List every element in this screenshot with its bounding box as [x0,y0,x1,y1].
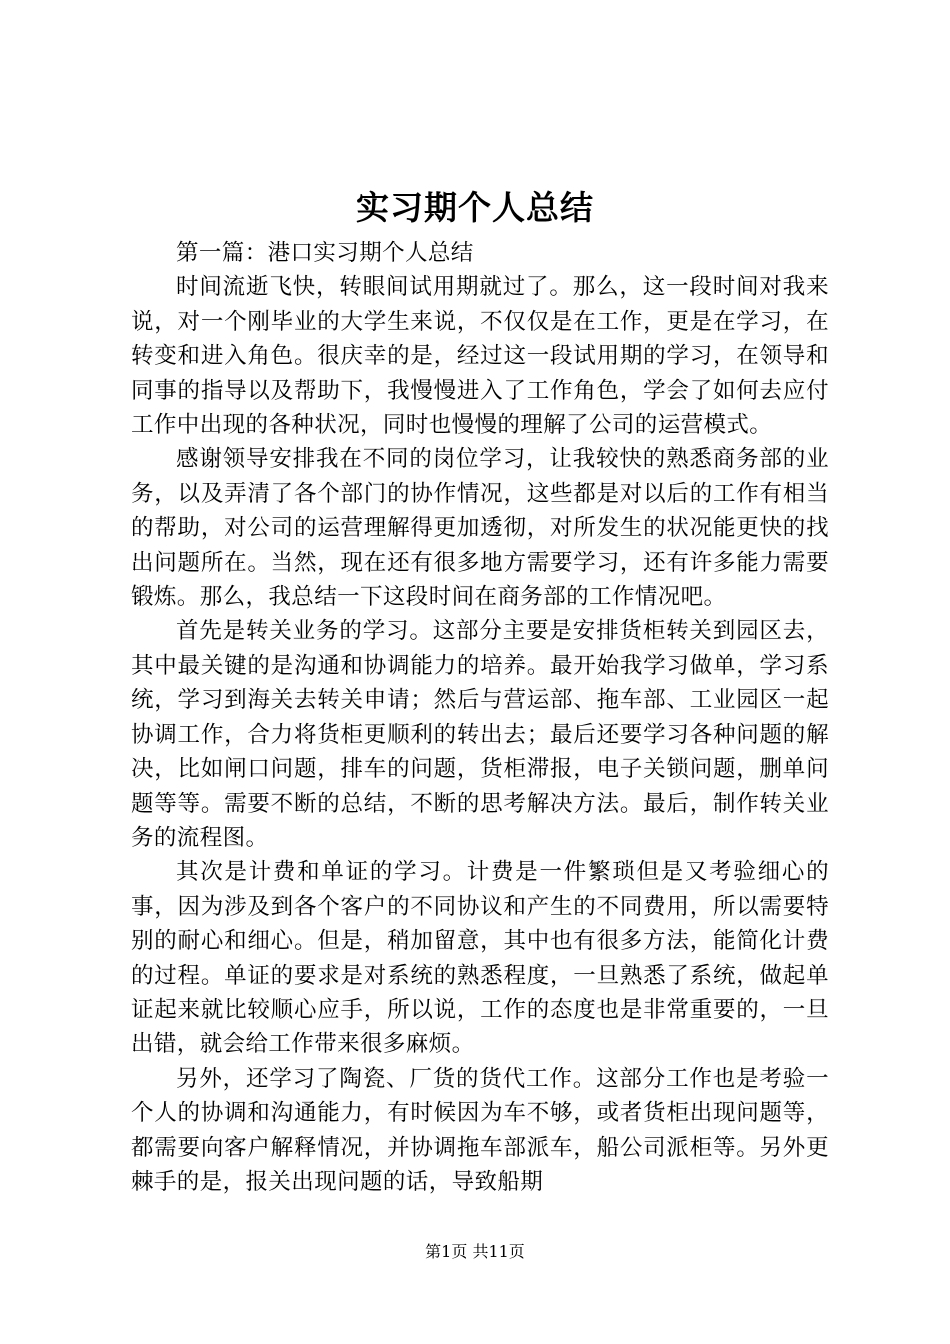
paragraph: 其次是计费和单证的学习。计费是一件繁琐但是又考验细心的事，因为涉及到各个客户的不同协议和产生的不同费用，所以需要特别的耐心和细心。但是，稍加留意，其中也有很多方法，能简化计费的过程。单证的要求是对系统的熟悉程度，一旦熟悉了系统，做起单证起来就比较顺心应手，所以说，工作的态度也是非常重要的，一旦出错，就会给工作带来很多麻烦。 [131,859,829,1058]
document-title: 实习期个人总结 [356,188,594,227]
page-footer: 第1页 共11页 [425,1242,525,1261]
section-heading: 第一篇：港口实习期个人总结 [176,240,474,266]
paragraph: 时间流逝飞快，转眼间试用期就过了。那么，这一段时间对我来说，对一个刚毕业的大学生来说，不仅仅是在工作，更是在学习，在转变和进入角色。很庆幸的是，经过这一段试用期的学习，在领导和同事的指导以及帮助下，我慢慢进入了工作角色，学会了如何去应付工作中出现的各种状况，同时也慢慢的理解了公司的运营模式。 [131,274,829,439]
paragraph: 感谢领导安排我在不同的岗位学习，让我较快的熟悉商务部的业务，以及弄清了各个部门的协作情况，这些都是对以后的工作有相当的帮助，对公司的运营理解得更加透彻，对所发生的状况能更快的找出问题所在。当然，现在还有很多地方需要学习，还有许多能力需要锻炼。那么，我总结一下这段时间在商务部的工作情况吧。 [131,446,829,611]
paragraph: 另外，还学习了陶瓷、厂货的货代工作。这部分工作也是考验一个人的协调和沟通能力，有时候因为车不够，或者货柜出现问题等，都需要向客户解释情况，并协调拖车部派车，船公司派柜等。另外更棘手的是，报关出现问题的话，导致船期 [131,1065,829,1195]
paragraph: 首先是转关业务的学习。这部分主要是安排货柜转关到园区去，其中最关键的是沟通和协调能力的培养。最开始我学习做单，学习系统，学习到海关去转关申请；然后与营运部、拖车部、工业园区一起协调工作，合力将货柜更顺利的转出去；最后还要学习各种问题的解决，比如闸口问题，排车的问题，货柜滞报，电子关锁问题，删单问题等等。需要不断的总结，不断的思考解决方法。最后，制作转关业务的流程图。 [131,618,829,851]
document-body [131,236,829,1199]
